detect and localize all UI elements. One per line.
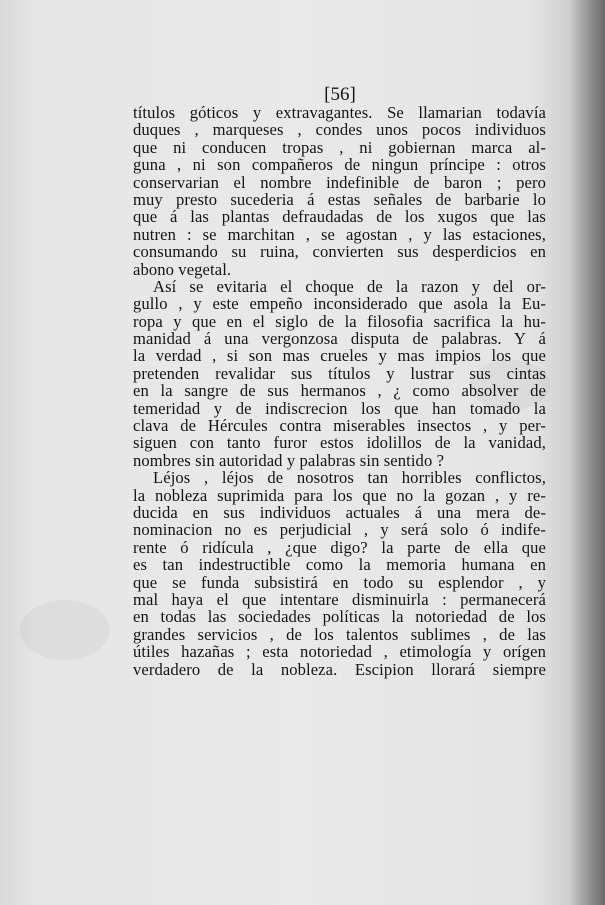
text-line: la verdad , si son mas crueles y mas impios los que: [133, 346, 546, 366]
text-line: que ni conducen tropas , ni gobiernan marca al-: [133, 137, 546, 157]
text-line: grandes servicios , de los talentos sublimes , de las: [133, 624, 546, 644]
text-line: que á las plantas defraudadas de los xugos que las: [133, 207, 546, 227]
text-line: siguen con tanto furor estos idolillos de la vanidad,: [133, 433, 546, 453]
text-line: verdadero de la nobleza. Escipion llorará siempre: [133, 659, 546, 679]
page-number: [56]: [324, 84, 356, 105]
body-text: [133, 104, 546, 678]
text-line: nominacion no es perjudicial , y será solo ó indife-: [133, 520, 546, 540]
text-line: en la sangre de sus hermanos , ¿ como absolver de: [133, 381, 546, 401]
paragraph: [133, 469, 546, 678]
text-line: clava de Hércules contra miserables insectos , y per-: [133, 416, 546, 436]
text-line: rente ó ridícula , ¿que digo? la parte de ella que: [133, 537, 546, 557]
text-line: muy presto sucederia á estas señales de barbarie lo: [133, 189, 546, 209]
text-line: gullo , y este empeño inconsiderado que asola la Eu-: [133, 294, 546, 314]
text-line: manidad á una vergonzosa disputa de palabras. Y á: [133, 329, 546, 349]
text-line: ducida en sus individuos actuales á una mera de-: [133, 502, 546, 522]
text-line: nombres sin autoridad y palabras sin sentido ?: [133, 450, 445, 470]
text-line: conservarian el nombre indefinible de baron ; pero: [133, 172, 546, 192]
text-line: que se funda subsistirá en todo su esplendor , y: [133, 572, 546, 592]
text-line: títulos góticos y extravagantes. Se llamarian todavía: [133, 103, 546, 122]
paper-stain: [20, 600, 110, 660]
text-line: Léjos , léjos de nosotros tan horribles conflictos,: [153, 468, 546, 488]
text-line: ropa y que en el siglo de la filosofia sacrifica la hu-: [133, 311, 546, 331]
text-line: es tan indestructible como la memoria humana en: [133, 555, 546, 575]
text-line: guna , ni son compañeros de ningun príncipe : otros: [133, 155, 546, 175]
text-line: abono vegetal.: [133, 259, 232, 279]
text-line: temeridad y de indiscrecion los que han tomado la: [133, 398, 546, 418]
paragraph: [133, 278, 546, 469]
text-line: mal haya el que intentare disminuirla : permanecerá: [133, 589, 546, 609]
text-line: en todas las sociedades políticas la notoriedad de los: [133, 607, 546, 627]
text-line: la nobleza suprimida para los que no la gozan , y re-: [133, 485, 546, 505]
text-line: duques , marqueses , condes unos pocos individuos: [133, 120, 546, 140]
text-line: consumando su ruina, convierten sus desperdicios en: [133, 242, 546, 262]
text-line: útiles hazañas ; esta notoriedad , etimología y orígen: [133, 642, 546, 662]
text-line: nutren : se marchitan , se agostan , y las estaciones,: [133, 224, 546, 244]
text-line: pretenden revalidar sus títulos y lustrar sus cintas: [133, 363, 546, 383]
text-line: Así se evitaria el choque de la razon y del or-: [153, 276, 546, 296]
paragraph: [133, 104, 546, 278]
